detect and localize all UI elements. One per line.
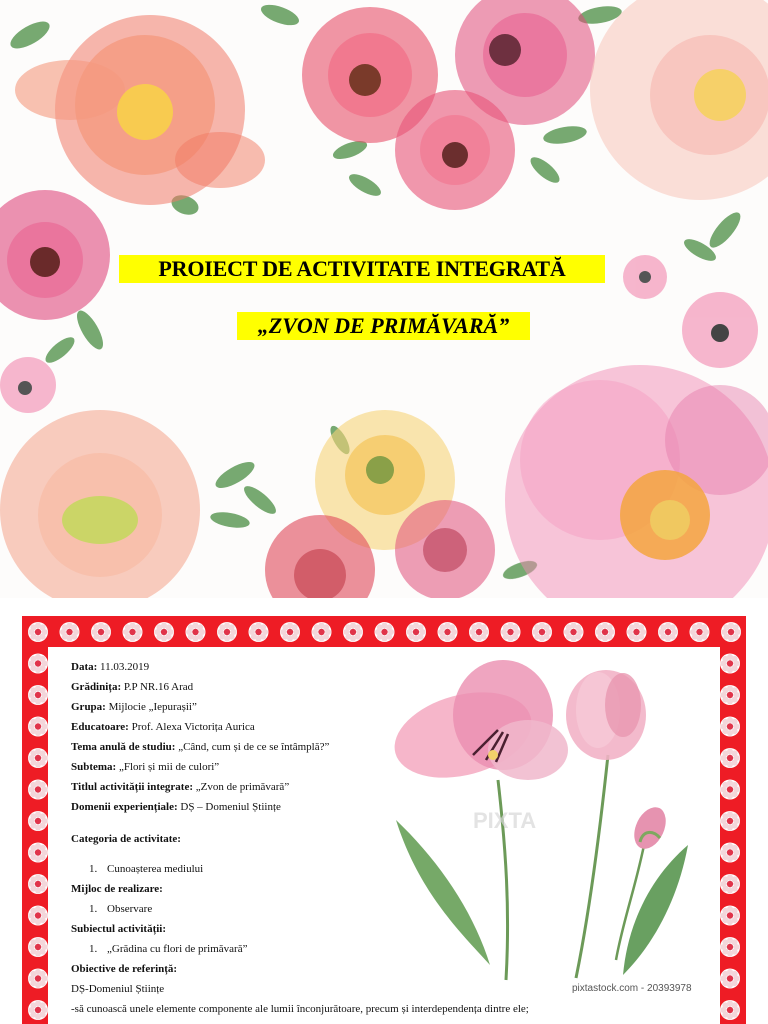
frame-daisy: [469, 622, 489, 642]
watermark-text: PIXTA: [473, 808, 537, 833]
label: Titlul activității integrate:: [71, 781, 193, 793]
frame-daisy: [28, 1000, 48, 1020]
frame-daisy: [720, 717, 740, 737]
frame-daisy: [721, 622, 741, 642]
detail-tema: [71, 740, 329, 754]
list-text: Observare: [107, 903, 153, 915]
label: Educatoare:: [71, 721, 129, 733]
frame-daisy: [217, 622, 237, 642]
section-heading: Obiective de referință:: [71, 963, 178, 975]
image-credit: pixtastock.com - 20393978: [572, 983, 692, 994]
frame-daisy: [438, 622, 458, 642]
frame-daisy: [501, 622, 521, 642]
section-obiective: [71, 962, 177, 976]
list-text: „Grădina cu flori de primăvară”: [107, 943, 248, 955]
frame-daisy: [595, 622, 615, 642]
detail-educatoare: [71, 720, 255, 734]
frame-daisy: [406, 622, 426, 642]
value: „Zvon de primăvară”: [193, 781, 290, 793]
frame-daisy: [28, 874, 48, 894]
frame-daisy: [658, 622, 678, 642]
section-categoria: [71, 832, 181, 846]
frame-daisy: [91, 622, 111, 642]
frame-daisy: [627, 622, 647, 642]
frame-daisy: [720, 937, 740, 957]
frame-daisy: [186, 622, 206, 642]
detail-grupa: [71, 700, 197, 714]
list-item: [89, 862, 203, 876]
frame-daisy: [28, 654, 48, 674]
section-subiectul: [71, 922, 166, 936]
frame-daisy: [60, 622, 80, 642]
value: Prof. Alexa Victorița Aurica: [128, 721, 255, 733]
list-item: [89, 902, 152, 916]
list-text: Cunoașterea mediului: [107, 863, 204, 875]
obiective-text: -să cunoască unele elemente componente ale lumii înconjurătoare, precum și interdependența dintre ele;: [71, 1003, 529, 1015]
frame-daisy: [720, 780, 740, 800]
detail-gradinita: [71, 680, 193, 694]
value: Mijlocie „Iepurașii”: [105, 701, 197, 713]
frame-daisy: [312, 622, 332, 642]
coral-flower-top-left: [15, 15, 265, 205]
value: „Când, cum și de ce se întâmplă?”: [175, 741, 330, 753]
frame-daisy: [28, 780, 48, 800]
value: „Flori și mii de culori”: [116, 761, 220, 773]
list-item: [89, 942, 247, 956]
section-mijloc: [71, 882, 163, 896]
section-heading: Categoria de activitate:: [71, 833, 181, 845]
frame-daisy: [28, 717, 48, 737]
section-heading: Mijloc de realizare:: [71, 883, 163, 895]
label: Domenii experiențiale:: [71, 801, 178, 813]
frame-daisy: [123, 622, 143, 642]
frame-daisy: [28, 969, 48, 989]
frame-daisy: [564, 622, 584, 642]
obiective-domain: DȘ-Domeniul Științe: [71, 983, 165, 995]
pink-rose-left: [0, 190, 110, 320]
peach-rose-bottom-left: [0, 410, 200, 598]
frame-daisy: [720, 811, 740, 831]
value: 11.03.2019: [97, 661, 150, 673]
label: Data:: [71, 661, 98, 673]
frame-daisy: [28, 685, 48, 705]
frame-daisy: [28, 906, 48, 926]
label: Tema anulă de studiu:: [71, 741, 176, 753]
frame-daisy: [532, 622, 552, 642]
frame-daisy: [720, 969, 740, 989]
frame-daisy: [720, 685, 740, 705]
frame-daisy: [28, 811, 48, 831]
frame-daisy: [720, 748, 740, 768]
list-number: 1.: [89, 943, 98, 955]
frame-daisy: [720, 906, 740, 926]
list-number: 1.: [89, 863, 98, 875]
frame-daisy: [720, 1000, 740, 1020]
frame-daisy: [720, 843, 740, 863]
frame-daisy: [720, 874, 740, 894]
value: DȘ – Domeniul Științe: [177, 801, 281, 813]
frame-daisy: [249, 622, 269, 642]
detail-subtema: [71, 760, 219, 774]
frame-daisy: [343, 622, 363, 642]
label: Grădinița:: [71, 681, 122, 693]
frame-daisy: [28, 843, 48, 863]
frame-daisy: [375, 622, 395, 642]
project-subtitle: „ZVON DE PRIMĂVARĂ”: [237, 312, 530, 340]
peach-flower-top-right: [590, 0, 768, 200]
frame-daisy: [690, 622, 710, 642]
frame-daisy: [28, 748, 48, 768]
frame-daisy: [28, 937, 48, 957]
pink-peony-bottom-right: [505, 365, 768, 598]
project-title: PROIECT DE ACTIVITATE INTEGRATĂ: [119, 255, 605, 283]
detail-domenii: [71, 800, 281, 814]
tulips-illustration: [378, 660, 708, 1000]
detail-data: [71, 660, 149, 674]
detail-titlul: [71, 780, 289, 794]
section-heading: Subiectul activității:: [71, 923, 167, 935]
frame-daisy: [720, 654, 740, 674]
frame-daisy: [154, 622, 174, 642]
value: P.P NR.16 Arad: [121, 681, 194, 693]
label: Grupa:: [71, 701, 106, 713]
frame-daisy: [280, 622, 300, 642]
frame-daisy: [28, 622, 48, 642]
label: Subtema:: [71, 761, 117, 773]
page-gap: [0, 598, 768, 616]
list-number: 1.: [89, 903, 98, 915]
